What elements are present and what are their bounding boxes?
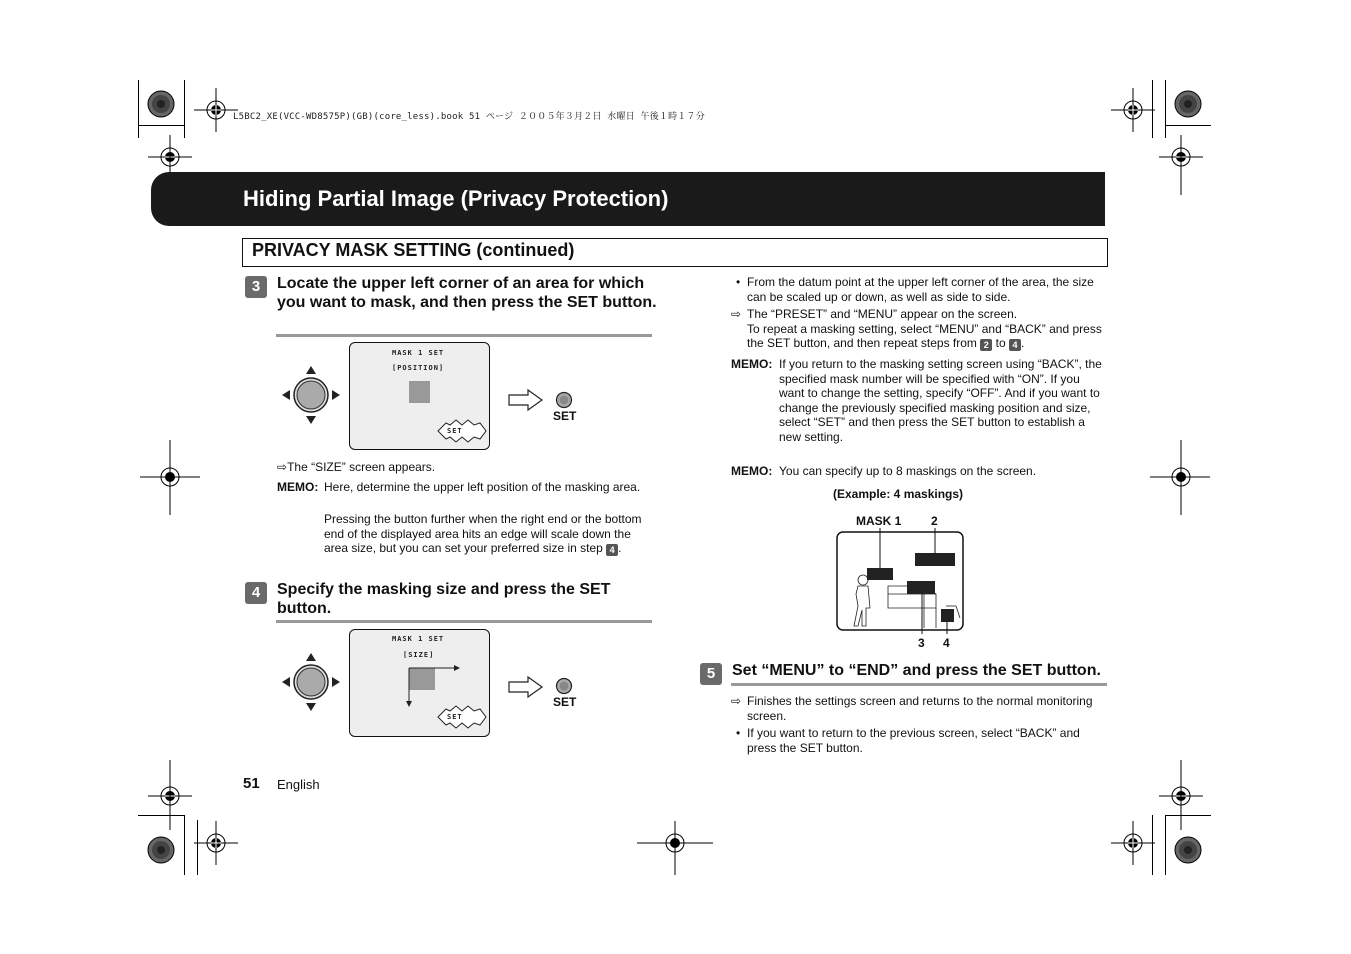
right-bullet-1: From the datum point at the upper left corner of the area, the size can be scaled up or down, as well as side to side. <box>747 275 1094 304</box>
section-title: PRIVACY MASK SETTING (continued) <box>252 240 575 260</box>
right-result-1-line1: The “PRESET” and “MENU” appear on the screen. <box>747 307 1018 321</box>
mask-4-label: 4 <box>943 636 950 650</box>
screen-title: MASK 1 SET <box>392 635 445 643</box>
step-3-title: Locate the upper left corner of an area for which you want to mask, and then press the SET button. <box>277 275 657 311</box>
screen-set-label: SET <box>447 427 463 435</box>
step-4-title: Specify the masking size and press the SET button. <box>277 581 611 617</box>
mask-area-preview <box>409 381 430 403</box>
registration-mark-icon <box>194 821 238 865</box>
mask-2-label: 2 <box>931 514 938 528</box>
step-3-rule <box>276 334 652 337</box>
screen-subtitle: [POSITION] <box>392 364 445 372</box>
step-5-badge: 5 <box>700 663 722 685</box>
result-arrow-icon: ⇨ <box>277 460 288 474</box>
footer-language: English <box>277 777 320 792</box>
memo-period: . <box>618 541 622 555</box>
mask-example-screen <box>836 528 966 634</box>
color-target-icon <box>1175 91 1201 117</box>
screen-subtitle: [SIZE] <box>403 651 435 659</box>
step-5-rule <box>731 683 1107 686</box>
to-word: to <box>995 336 1006 350</box>
memo-label: MEMO: <box>731 357 773 371</box>
screen-set-label: SET <box>447 713 463 721</box>
proceed-arrow-icon <box>508 676 544 698</box>
screen-title: MASK 1 SET <box>392 349 445 357</box>
set-button-label: SET <box>553 409 577 423</box>
result-arrow-icon: ⇨ <box>731 694 742 708</box>
right-result-1 <box>747 307 1107 351</box>
memo-label: MEMO: <box>731 464 773 478</box>
memo-label: MEMO: <box>277 480 319 494</box>
mask-4 <box>941 609 954 622</box>
set-button-icon <box>555 391 573 409</box>
right-memo-1: If you return to the masking setting screen using “BACK”, the specified mask number will be specified with “ON”. If you want to change the setting, specify “OFF”. And if you want to change the previously specified masking position and size, select “SET” and then press the SET button to establish a new setting. <box>779 357 1102 444</box>
period: . <box>1020 336 1025 350</box>
right-memo-2: You can specify up to 8 maskings on the screen. <box>779 464 1037 478</box>
step-4-rule <box>276 620 652 623</box>
right-result-1-line2: To repeat a masking setting, select “MENU” and “BACK” and press the SET button, and then repeat steps from <box>747 321 1102 350</box>
example-caption: (Example: 4 maskings) <box>833 487 964 501</box>
step-3-memo-2-text: Pressing the button further when the right end or the bottom end of the displayed area hits an edge will scale down the area size, but you can set your preferred size in step <box>324 512 642 555</box>
step-3-result-text: The “SIZE” screen appears. <box>287 460 436 474</box>
registration-mark-icon <box>194 88 238 132</box>
registration-mark-icon <box>1111 821 1155 865</box>
bullet-icon: • <box>736 275 741 289</box>
step-5-bullet: If you want to return to the previous screen, select “BACK” and press the SET button. <box>747 726 1080 755</box>
joystick-icon <box>280 364 342 426</box>
step-4-badge: 4 <box>245 582 267 604</box>
page-number: 51 <box>243 775 260 792</box>
joystick-icon <box>280 651 342 713</box>
step-ref-badge: 4 <box>606 544 618 556</box>
registration-mark-icon <box>1111 88 1155 132</box>
bullet-icon: • <box>736 726 741 740</box>
proceed-arrow-icon <box>508 389 544 411</box>
print-header: L5BC2_XE(VCC-WD8575P)(GB)(core_less).book 51 ページ ２００５年３月２日 水曜日 午後１時１７分 <box>233 112 705 122</box>
step-3-result <box>277 460 435 474</box>
step-3-memo-2 <box>324 512 654 556</box>
step-ref-badge: 2 <box>980 339 992 351</box>
step-ref-badge: 4 <box>1009 339 1021 351</box>
result-arrow-icon: ⇨ <box>731 307 742 321</box>
step-3-badge: 3 <box>245 276 267 298</box>
set-button-label: SET <box>553 695 577 709</box>
step-5-result: Finishes the settings screen and returns to the normal monitoring screen. <box>747 694 1093 723</box>
color-target-icon <box>148 91 174 117</box>
size-adjust-diagram <box>404 664 464 708</box>
chapter-title: Hiding Partial Image (Privacy Protection) <box>243 186 669 211</box>
color-target-icon <box>1175 837 1201 863</box>
mask-1 <box>867 568 893 580</box>
step-5-title: Set “MENU” to “END” and press the SET button. <box>732 662 1101 679</box>
mask-3-label: 3 <box>918 636 925 650</box>
mask-3 <box>907 581 935 594</box>
set-button-icon <box>555 677 573 695</box>
mask-2 <box>915 553 955 566</box>
color-target-icon <box>148 837 174 863</box>
mask-1-label: MASK 1 <box>856 514 902 528</box>
step-3-memo-1: Here, determine the upper left position of the masking area. <box>324 480 641 494</box>
